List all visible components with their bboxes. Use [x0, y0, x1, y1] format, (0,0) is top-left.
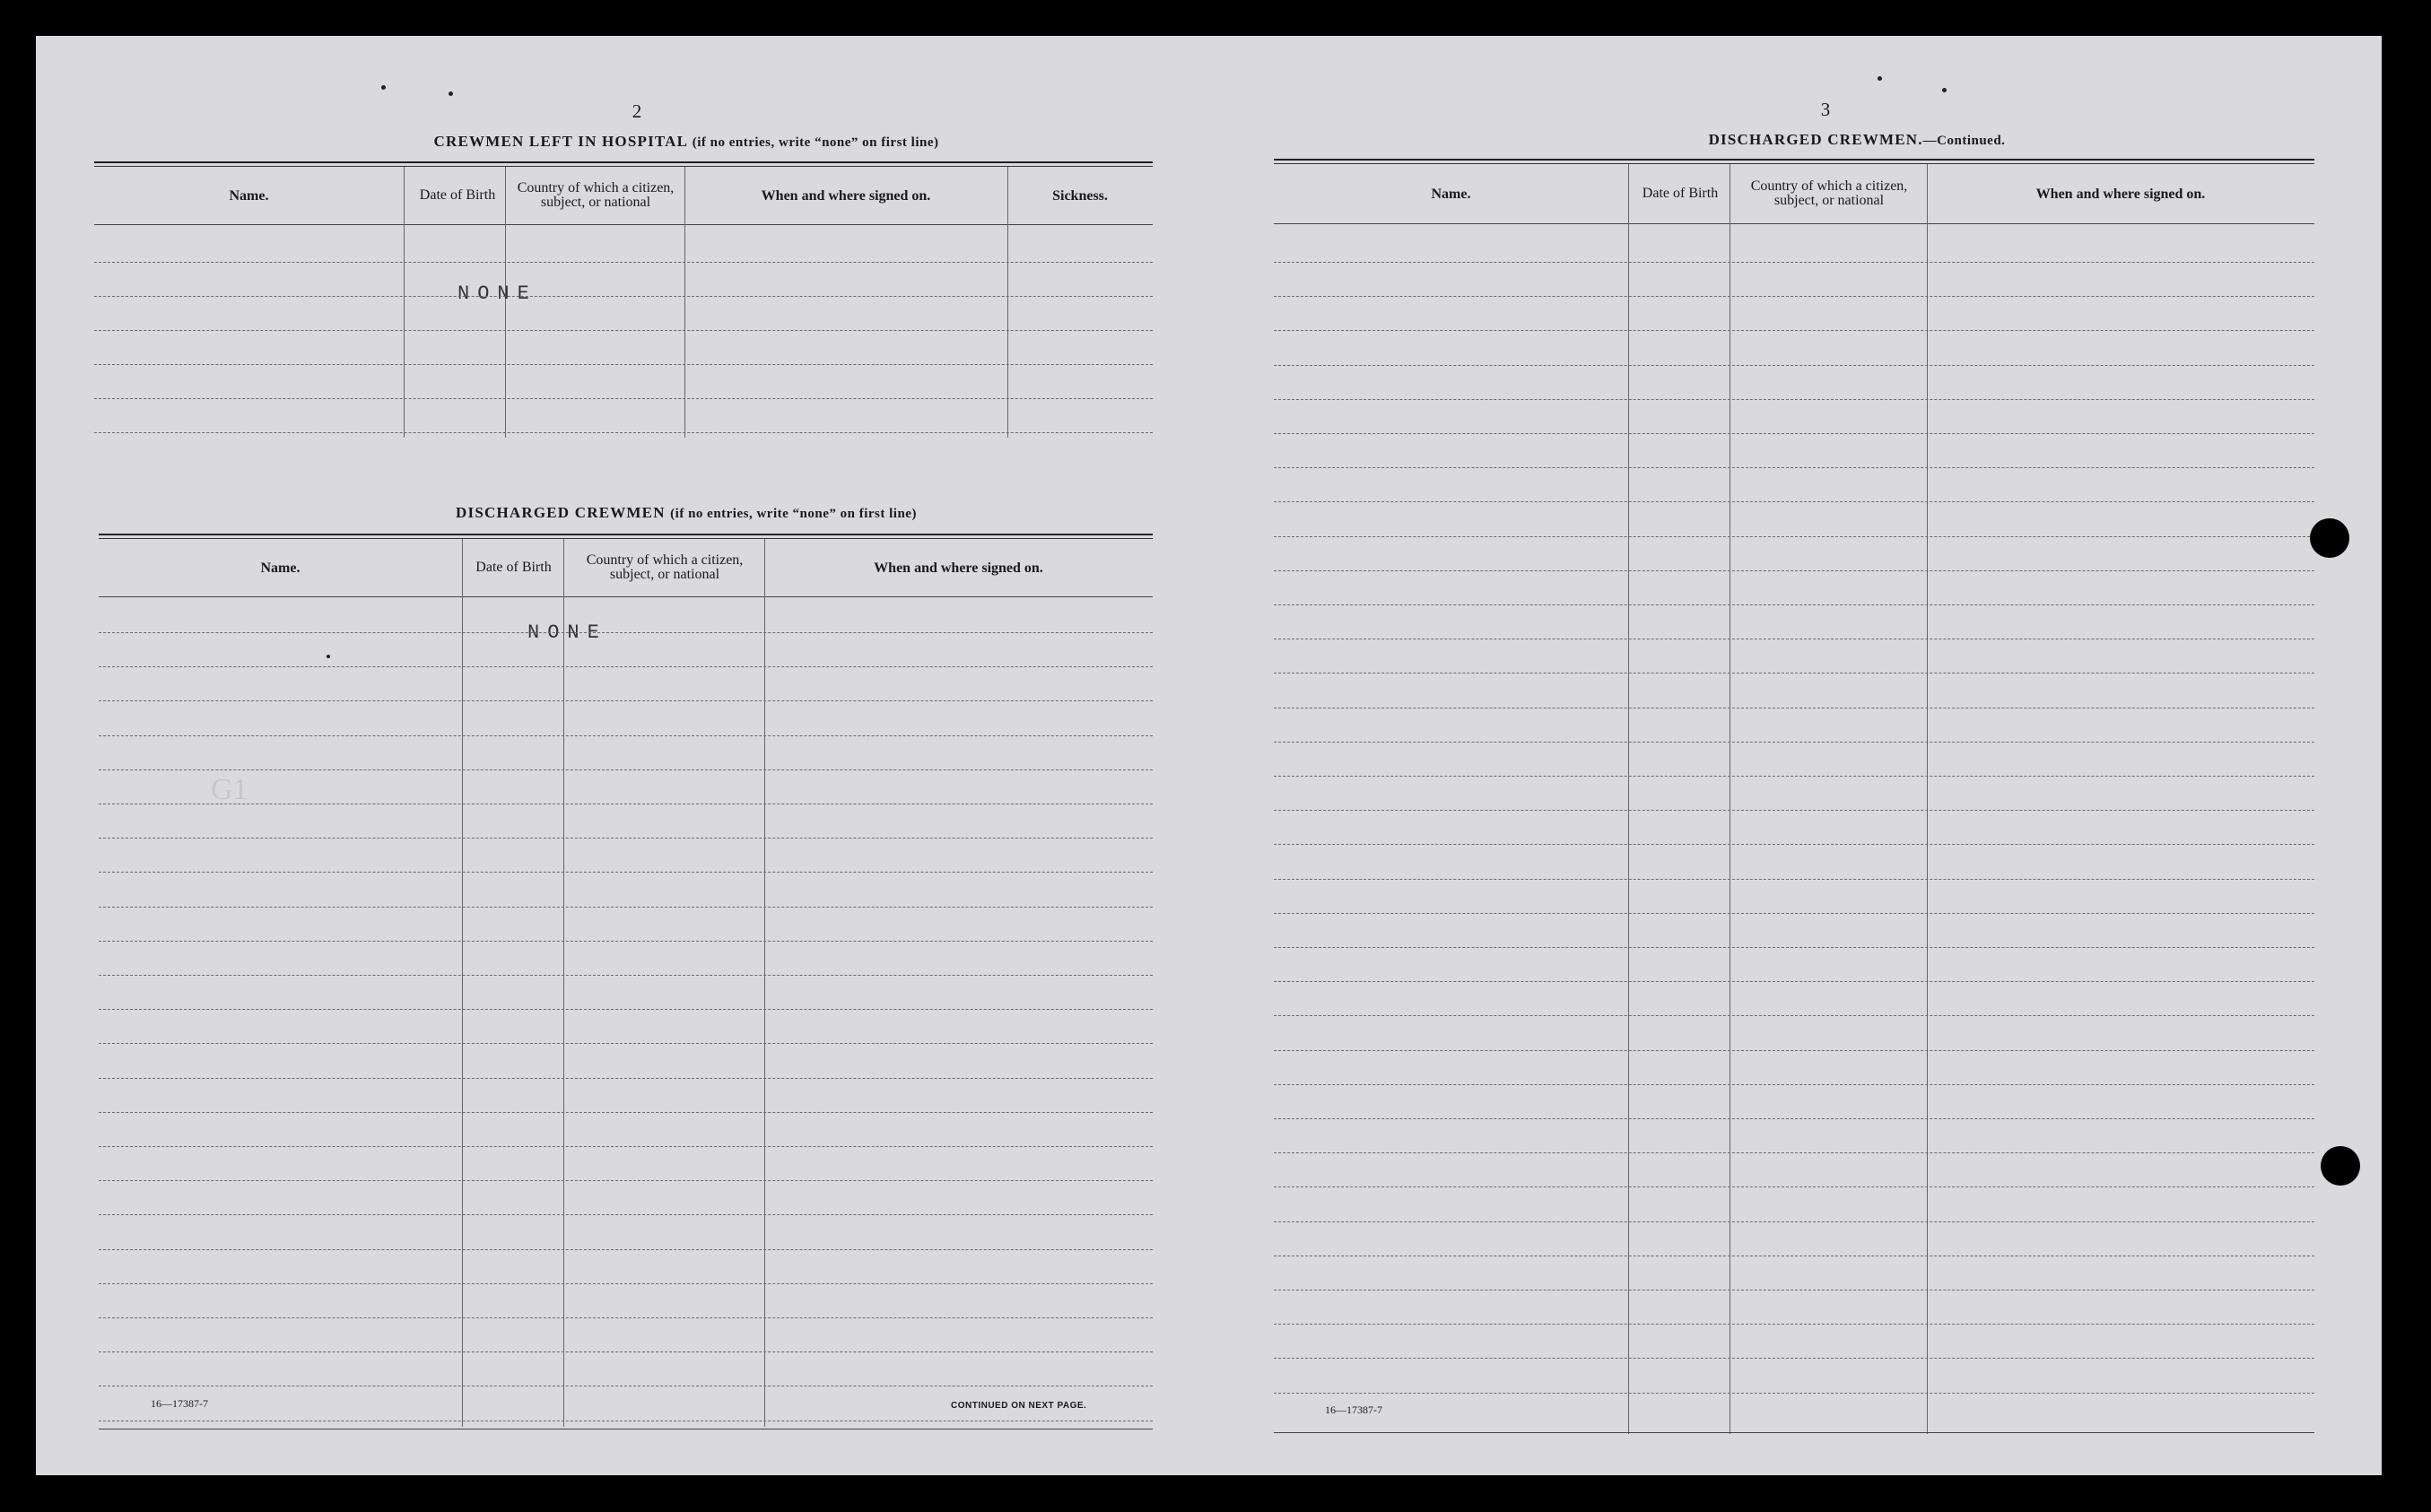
form-code: 16—17387-7 [151, 1397, 208, 1410]
ruled-entry-line [94, 432, 1153, 433]
column-header-name: Name. [1431, 186, 1471, 202]
ruled-entry-line [1274, 399, 2314, 400]
ruled-entry-line [99, 700, 1153, 701]
column-divider [1628, 164, 1629, 1434]
ruled-entry-line [1274, 913, 2314, 914]
ruled-entry-line [99, 1249, 1153, 1250]
ruled-entry-line [99, 1078, 1153, 1079]
ruled-entry-line [99, 872, 1153, 873]
column-header-signed: When and where signed on. [2035, 186, 2206, 202]
ruled-entry-line [99, 1112, 1153, 1113]
continued-title-suffix: —Continued. [1922, 134, 2006, 148]
ruled-entry-line [1274, 536, 2314, 537]
ruled-entry-line [99, 1009, 1153, 1010]
ruled-entry-line [94, 364, 1153, 365]
continued-title-text: DISCHARGED CREWMEN. [1708, 131, 1923, 148]
ruled-entry-line [99, 1351, 1153, 1352]
ruled-entry-line [99, 1283, 1153, 1284]
column-header-sickness: Sickness. [1052, 187, 1108, 204]
document-sheet [36, 36, 2382, 1475]
ruled-entry-line [99, 975, 1153, 976]
column-divider [563, 539, 564, 1427]
column-header-dob: Date of Birth [1642, 186, 1719, 201]
discharged-section-title [170, 504, 1202, 522]
hospital-title-note: (if no entries, write “none” on first line) [692, 135, 939, 150]
ruled-entry-line [1274, 433, 2314, 434]
ruled-entry-line [1274, 604, 2314, 605]
ruled-entry-line [1274, 947, 2314, 948]
ruled-entry-line [1274, 1118, 2314, 1119]
ruled-entry-line [99, 1043, 1153, 1044]
ruled-entry-line [94, 262, 1153, 263]
speck [381, 85, 386, 90]
ruled-entry-line [94, 398, 1153, 399]
ruled-entry-line [1274, 981, 2314, 982]
discharged-title-note: (if no entries, write “none” on first line) [670, 507, 917, 521]
ruled-entry-line [99, 907, 1153, 908]
discharged-table-right [1274, 159, 2314, 1434]
ruled-entry-line [1274, 1050, 2314, 1051]
header-rule [1274, 223, 2314, 224]
faint-stamp-mark: G1 [211, 773, 248, 806]
header-rule [94, 224, 1153, 225]
hospital-title-text: CREWMEN LEFT IN HOSPITAL [433, 133, 688, 150]
ruled-entry-line [1274, 501, 2314, 502]
ruled-entry-line [1274, 1324, 2314, 1325]
binder-punch-hole [2310, 518, 2349, 558]
ruled-entry-line [1274, 467, 2314, 468]
typed-entry-none: NONE [457, 282, 537, 305]
column-divider [404, 167, 405, 438]
ruled-entry-line [1274, 330, 2314, 331]
ruled-entry-line [94, 330, 1153, 331]
left-page [36, 36, 1220, 1475]
ruled-entry-line [1274, 1221, 2314, 1222]
header-rule [99, 596, 1153, 597]
column-header-country: Country of which a citizen, subject, or national [586, 552, 744, 582]
table-bottom-rule [1274, 1432, 2314, 1433]
ruled-entry-line [1274, 1393, 2314, 1394]
column-header-signed: When and where signed on. [761, 187, 931, 204]
ruled-entry-line [1274, 1152, 2314, 1153]
right-page [1233, 36, 2382, 1475]
ruled-entry-line [99, 632, 1153, 633]
hospital-section-title [170, 133, 1202, 151]
ruled-entry-line [99, 838, 1153, 839]
ruled-entry-line [99, 666, 1153, 667]
ruled-entry-line [99, 1180, 1153, 1181]
ruled-entry-line [1274, 742, 2314, 743]
form-code: 16—17387-7 [1325, 1403, 1382, 1416]
page-number: 2 [632, 100, 642, 122]
binder-punch-hole [2321, 1146, 2360, 1186]
ruled-entry-line [1274, 1186, 2314, 1187]
column-header-name: Name. [229, 187, 269, 204]
speck [1878, 76, 1882, 81]
column-divider [764, 539, 765, 1427]
column-divider [1927, 164, 1928, 1434]
ruled-entry-line [99, 941, 1153, 942]
ruled-entry-line [1274, 879, 2314, 880]
ruled-entry-line [99, 1214, 1153, 1215]
column-divider [462, 539, 463, 1427]
ruled-entry-line [99, 1146, 1153, 1147]
hospital-table [94, 161, 1153, 438]
ruled-entry-line [1274, 570, 2314, 571]
ruled-entry-line [1274, 1015, 2314, 1016]
ruled-entry-line [1274, 262, 2314, 263]
column-header-country: Country of which a citizen, subject, or national [517, 180, 675, 210]
discharged-title-text: DISCHARGED CREWMEN [456, 504, 666, 521]
ruled-entry-line [1274, 1358, 2314, 1359]
ruled-entry-line [1274, 844, 2314, 845]
typed-entry-none: NONE [527, 621, 607, 644]
page-number: 3 [1820, 99, 1831, 120]
ruled-entry-line [94, 296, 1153, 297]
ruled-entry-line [1274, 296, 2314, 297]
column-header-dob: Date of Birth [475, 560, 552, 575]
continued-section-title [1359, 131, 2355, 149]
ruled-entry-line [1274, 365, 2314, 366]
ruled-entry-line [99, 769, 1153, 770]
speck [327, 655, 330, 658]
column-header-signed: When and where signed on. [874, 560, 1043, 576]
column-header-country: Country of which a citizen, subject, or national [1750, 178, 1908, 208]
discharged-table-left [99, 534, 1153, 1430]
speck [1942, 88, 1947, 92]
speck [449, 91, 453, 96]
column-header-name: Name. [260, 560, 301, 576]
ruled-entry-line [1274, 810, 2314, 811]
ruled-entry-line [1274, 776, 2314, 777]
ruled-entry-line [1274, 1084, 2314, 1085]
column-header-dob: Date of Birth [419, 187, 496, 203]
ruled-entry-line [99, 1317, 1153, 1318]
ruled-entry-line [99, 735, 1153, 736]
continued-note: CONTINUED ON NEXT PAGE. [951, 1401, 1087, 1411]
